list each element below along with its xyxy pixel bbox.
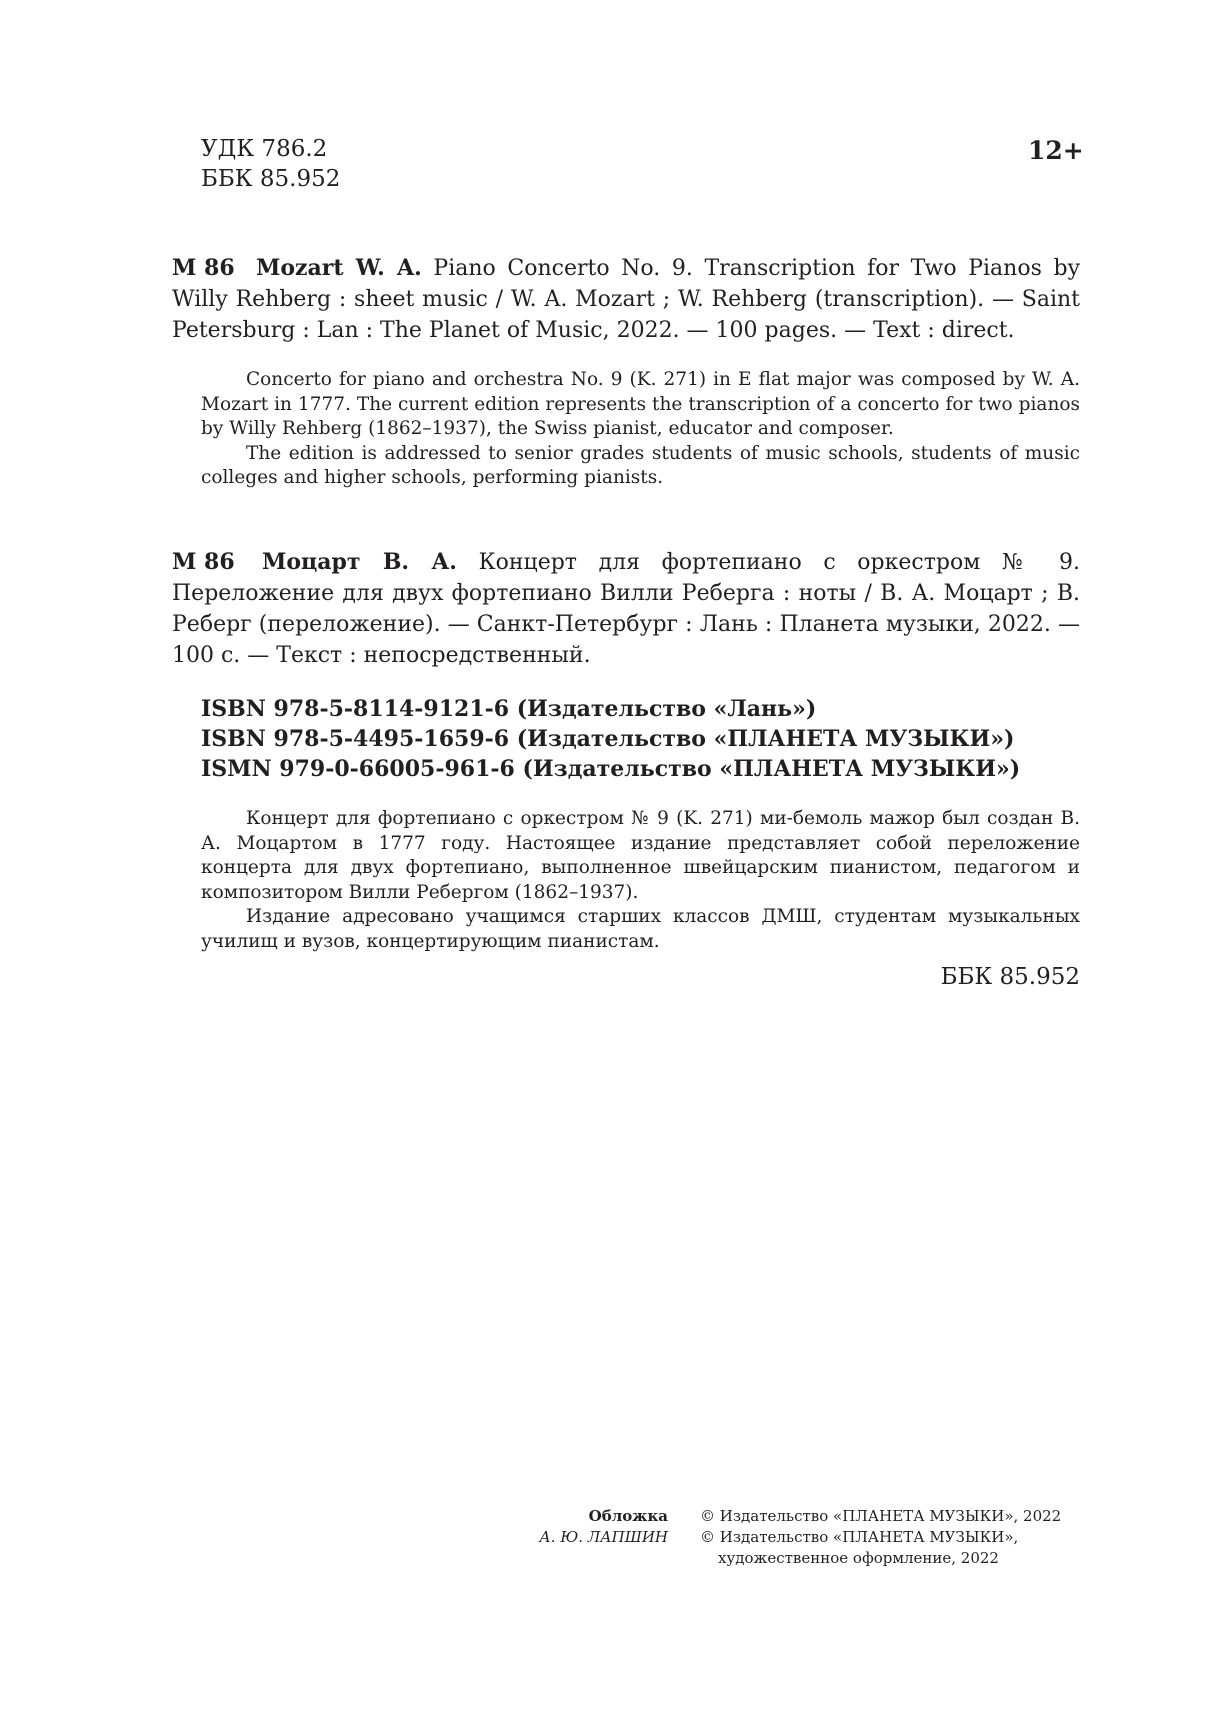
entry-code-en: M 86: [172, 255, 235, 281]
isbn-block: [201, 694, 1020, 784]
copyright-line: © Издательство «ПЛАНЕТА МУЗЫКИ»,: [700, 1528, 1019, 1546]
ismn-line: ISMN 979-0-66005-961-6 (Издательство «ПЛАНЕТА МУЗЫКИ»): [201, 756, 1021, 782]
entry-text-ru: Концерт для фортепиано с оркестром № 9. Переложение для двух фортепиано Вилли Реберга : ноты / В. А. Моцарт ; В. Реберг (переложение). — Санкт-Петербург : Лань : Планета музыки, 2022. — 100 с. — Текст : непосредственный.: [172, 550, 1081, 668]
age-rating: 12+: [1028, 136, 1084, 165]
entry-author-ru: Моцарт В. А.: [262, 549, 457, 575]
annotation-en-paragraph-2: The edition is addressed to senior grades students of music schools, students of music colleges and higher schools, performing pianists.: [201, 442, 1080, 488]
copyright-block: [700, 1506, 1061, 1569]
copyright-line: художественное оформление, 2022: [718, 1549, 999, 1567]
bbk-code: ББК 85.952: [201, 166, 341, 192]
cover-artist: А. Ю. ЛАПШИН: [539, 1528, 668, 1546]
copyright-line: © Издательство «ПЛАНЕТА МУЗЫКИ», 2022: [700, 1507, 1062, 1525]
entry-text-en: Piano Concerto No. 9. Transcription for Two Pianos by Willy Rehberg : sheet music / W. A. Mozart ; W. Rehberg (transcription). — Saint Petersburg : Lan : The Planet of Music, 2022. — 100 pages. — Text : direct.: [172, 256, 1081, 343]
annotation-en-paragraph-1: Concerto for piano and orchestra No. 9 (K. 271) in E flat major was composed by W. A. Mozart in 1777. The current edition represents the transcription of a concerto for two pianos by Willy Rehberg (1862–1937), the Swiss pianist, educator and composer.: [201, 369, 1080, 439]
bibliographic-entry-en: [172, 253, 1080, 346]
cover-label: Обложка: [588, 1507, 668, 1525]
annotation-ru-paragraph-2: Издание адресовано учащимся старших классов ДМШ, студентам музыкальных училищ и вузов, концертирующим пианистам.: [201, 906, 1080, 952]
annotation-ru-paragraph-1: Концерт для фортепиано с оркестром № 9 (K. 271) ми-бемоль мажор был создан В. А. Моцартом в 1777 году. Настоящее издание представляет собой переложение концерта для двух фортепиано, выполненное швейцарским пианистом, педагогом и композитором Вилли Ребергом (1862–1937).: [201, 808, 1080, 903]
annotation-en: [201, 368, 1080, 491]
cover-credit: [520, 1506, 668, 1548]
bibliographic-entry-ru: [172, 547, 1080, 671]
isbn-line: ISBN 978-5-4495-1659-6 (Издательство «ПЛАНЕТА МУЗЫКИ»): [201, 726, 1015, 752]
bbk-bottom: ББК 85.952: [940, 964, 1080, 990]
entry-author-en: Mozart W. A.: [256, 255, 422, 281]
isbn-line: ISBN 978-5-8114-9121-6 (Издательство «Лань»): [201, 696, 817, 722]
udk-code: УДК 786.2: [201, 136, 328, 162]
annotation-ru: [201, 807, 1080, 954]
classification-block: [201, 134, 340, 194]
entry-code-ru: М 86: [172, 549, 235, 575]
